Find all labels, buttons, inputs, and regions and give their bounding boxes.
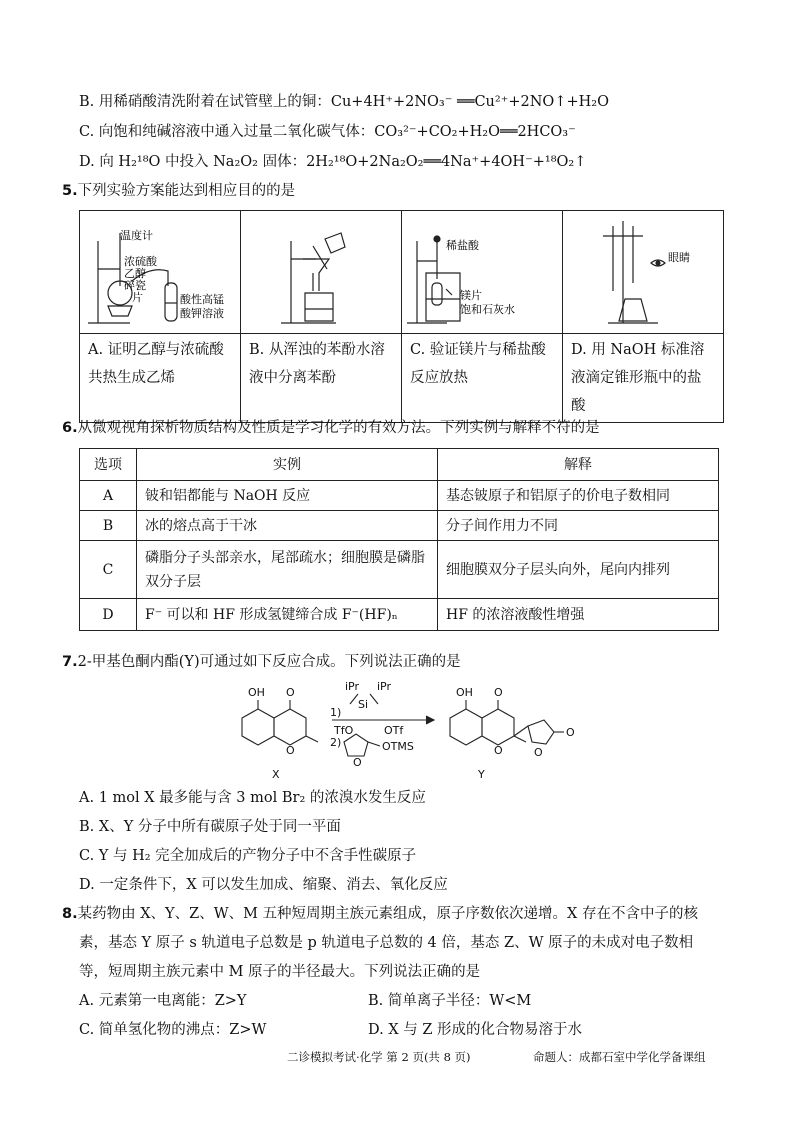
q5-option-c: C. 验证镁片与稀盐酸反应放热 xyxy=(402,334,563,423)
q4-option-d: D. 向 H₂¹⁸O 中投入 Na₂O₂ 固体：2H₂¹⁸O+2Na₂O₂══4Na⁺+4OH⁻+¹⁸O₂↑ xyxy=(79,154,587,170)
q6-cell-b-example: 冰的熔点高于干冰 xyxy=(137,511,438,541)
y-lactone-o: O xyxy=(534,746,543,759)
q6-cell-a-explanation: 基态铍原子和铝原子的价电子数相同 xyxy=(438,481,719,511)
furan-o: O xyxy=(353,756,362,769)
q5-figure-b xyxy=(241,211,402,334)
apparatus-d-icon xyxy=(563,211,723,333)
q7-stem: 2-甲基色酮内酯(Y)可通过如下反应合成。下列说法正确的是 xyxy=(77,654,461,670)
apparatus-a-icon xyxy=(80,211,240,333)
q5-number: 5. xyxy=(62,183,78,199)
q6-stem-line xyxy=(62,418,600,438)
q6-cell-a-example: 铍和铝都能与 NaOH 反应 xyxy=(137,481,438,511)
q6-header-option: 选项 xyxy=(80,449,137,481)
q8-option-d: D. X 与 Z 形成的化合物易溶于水 xyxy=(368,1022,583,1038)
table-row xyxy=(80,599,719,631)
q6-cell-d-label: D xyxy=(80,599,137,631)
q8-option-b: B. 简单离子半径：W<M xyxy=(368,993,532,1009)
q7-option-b: B. X、Y 分子中所有碳原子处于同一平面 xyxy=(79,819,341,835)
fig-c-label-limewater: 饱和石灰水 xyxy=(460,303,515,316)
si-atom: Si xyxy=(358,698,369,711)
otf: OTf xyxy=(384,724,404,737)
y-ring-o: O xyxy=(494,744,503,757)
q8-stem-line-2: 素，基态 Y 原子 s 轨道电子总数是 p 轨道电子总数的 4 倍，基态 Z、W 原子的未成对电子数相 xyxy=(79,935,694,951)
q6-cell-b-explanation: 分子间作用力不同 xyxy=(438,511,719,541)
q8-number: 8. xyxy=(62,906,78,922)
x-oh: OH xyxy=(248,686,265,699)
fig-a-label-kmno4-1: 酸性高锰 xyxy=(180,293,224,306)
q5-option-b: B. 从浑浊的苯酚水溶液中分离苯酚 xyxy=(241,334,402,423)
label-y: Y xyxy=(478,768,485,781)
q6-cell-c-label: C xyxy=(80,541,137,599)
q6-cell-c-explanation: 细胞膜双分子层头向外，尾向内排列 xyxy=(438,541,719,599)
q6-cell-a-label: A xyxy=(80,481,137,511)
q6-cell-b-label: B xyxy=(80,511,137,541)
fig-c-label-mg: 镁片 xyxy=(460,289,482,302)
fig-a-label-thermometer: 温度计 xyxy=(120,229,153,242)
fig-c-label-hcl: 稀盐酸 xyxy=(446,239,479,252)
q7-stem-line xyxy=(62,652,461,672)
q5-option-d: D. 用 NaOH 标准溶液滴定锥形瓶中的盐酸 xyxy=(563,334,724,423)
fig-a-label-kmno4-2: 酸钾溶液 xyxy=(180,307,224,320)
q6-cell-c-example: 磷脂分子头部亲水，尾部疏水；细胞膜是磷脂双分子层 xyxy=(137,541,438,599)
q4-option-c: C. 向饱和纯碱溶液中通入过量二氧化碳气体：CO₃²⁻+CO₂+H₂O══2HCO₃⁻ xyxy=(79,124,576,140)
reaction-scheme xyxy=(220,676,580,784)
q5-figure-d xyxy=(563,211,724,334)
q5-table xyxy=(79,210,724,423)
q8-option-a: A. 元素第一电离能：Z>Y xyxy=(79,993,247,1009)
q6-number: 6. xyxy=(62,420,78,436)
fig-d-label-eye: 眼睛 xyxy=(668,251,690,264)
y-ketone-o: O xyxy=(494,686,503,699)
q6-stem: 从微观视角探析物质结构及性质是学习化学的有效方法。下列实例与解释不符的是 xyxy=(77,420,600,436)
table-row xyxy=(80,511,719,541)
y-lactone-carbonyl-o: O xyxy=(566,726,575,739)
q6-cell-d-example: F⁻ 可以和 HF 形成氢键缔合成 F⁻(HF)ₙ xyxy=(137,599,438,631)
q5-option-a: A. 证明乙醇与浓硫酸共热生成乙烯 xyxy=(80,334,241,423)
q7-option-a: A. 1 mol X 最多能与含 3 mol Br₂ 的浓溴水发生反应 xyxy=(79,790,426,806)
q5-stem: 下列实验方案能达到相应目的的是 xyxy=(77,183,296,199)
footer-page-info: 二诊模拟考试·化学 第 2 页(共 8 页) xyxy=(287,1050,471,1064)
tfo: TfO xyxy=(334,724,354,737)
otms: OTMS xyxy=(382,740,414,753)
q8-stem-1: 某药物由 X、Y、Z、W、M 五种短周期主族元素组成，原子序数依次递增。X 存在不含中子的核 xyxy=(77,906,698,922)
q8-stem-line-1 xyxy=(62,904,698,924)
q5-stem-line xyxy=(62,181,295,201)
table-row xyxy=(80,541,719,599)
ipr-right: iPr xyxy=(377,680,392,693)
step-2: 2) xyxy=(330,736,342,749)
y-oh: OH xyxy=(456,686,473,699)
ipr-left: iPr xyxy=(345,680,360,693)
q7-number: 7. xyxy=(62,654,78,670)
q7-option-d: D. 一定条件下，X 可以发生加成、缩聚、消去、氧化反应 xyxy=(79,877,448,893)
q6-header-example: 实例 xyxy=(137,449,438,481)
q6-table xyxy=(79,448,719,631)
q5-figure-c xyxy=(402,211,563,334)
q6-cell-d-explanation: HF 的浓溶液酸性增强 xyxy=(438,599,719,631)
fig-a-label-piece: 片 xyxy=(132,291,143,304)
q5-figure-a xyxy=(80,211,241,334)
q7-option-c: C. Y 与 H₂ 完全加成后的产物分子中不含手性碳原子 xyxy=(79,848,417,864)
q4-option-b: B. 用稀硝酸清洗附着在试管壁上的铜：Cu+4H⁺+2NO₃⁻ ══Cu²⁺+2NO↑+H₂O xyxy=(79,94,609,110)
q8-option-c: C. 简单氢化物的沸点：Z>W xyxy=(79,1022,267,1038)
fig-a-label-acid: 浓硫酸 xyxy=(124,255,157,268)
label-x: X xyxy=(272,768,280,781)
footer-author: 命题人：成都石室中学化学备课组 xyxy=(533,1050,706,1064)
q6-header-explanation: 解释 xyxy=(438,449,719,481)
q8-stem-line-3: 等，短周期主族元素中 M 原子的半径最大。下列说法正确的是 xyxy=(79,964,481,980)
fig-a-label-ethanol: 乙醇 xyxy=(124,267,146,280)
fig-a-label-chips: 碎瓷 xyxy=(124,279,146,292)
x-ketone-o: O xyxy=(286,686,295,699)
step-1: 1) xyxy=(330,706,342,719)
table-row xyxy=(80,481,719,511)
apparatus-c-icon xyxy=(402,211,562,333)
apparatus-b-icon xyxy=(241,211,401,333)
x-ring-o: O xyxy=(286,744,295,757)
